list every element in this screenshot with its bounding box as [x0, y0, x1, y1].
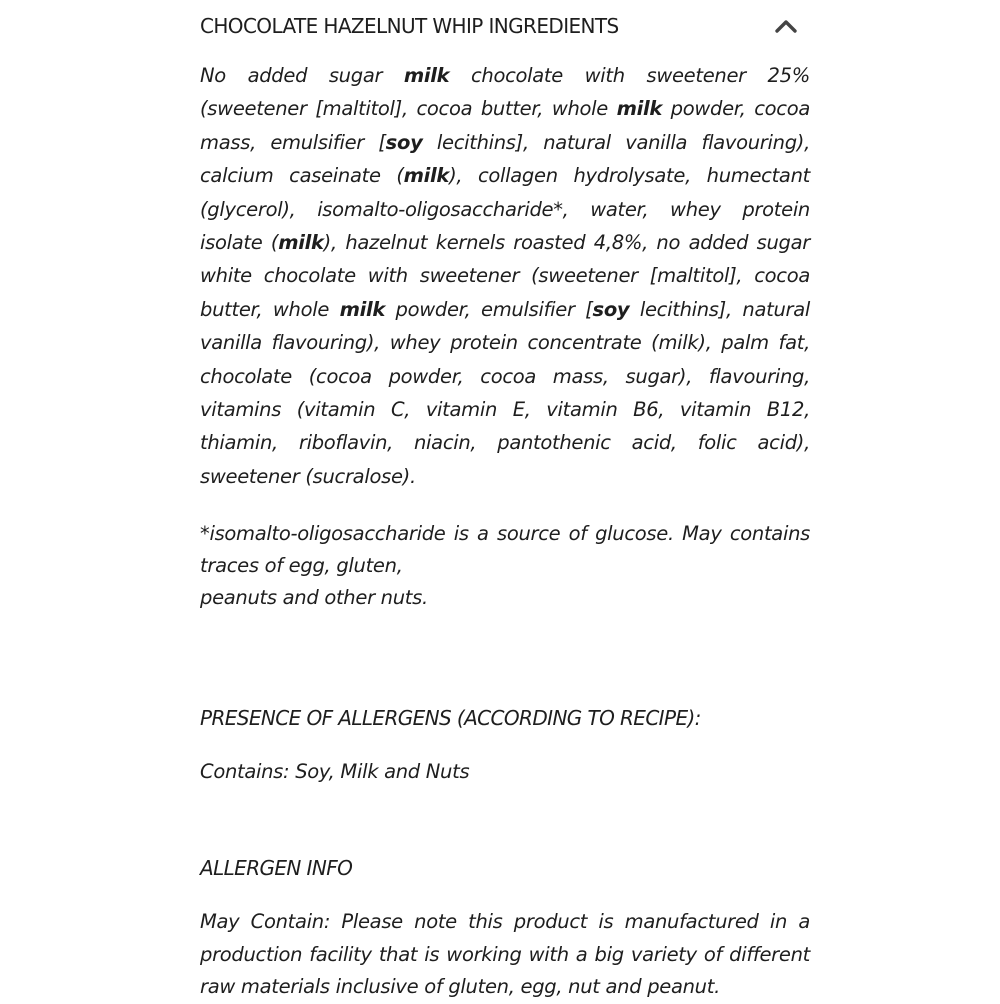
footnote-line: peanuts and other nuts.	[200, 586, 428, 610]
allergens-heading: PRESENCE OF ALLERGENS (ACCORDING TO RECIPE):	[200, 706, 701, 730]
allergen-highlight: milk	[403, 164, 450, 188]
allergen-highlight: soy	[385, 130, 423, 154]
ingredients-accordion-header[interactable]	[200, 0, 810, 52]
ingredient-text: ), hazelnut kernels roasted 4,8%, no added sugar white chocolate with sweetener (sweetener [maltitol], cocoa butter, whole	[200, 231, 810, 321]
ingredient-text: powder, emulsifier [	[385, 297, 593, 321]
ingredients-footnote	[200, 518, 810, 614]
ingredient-text: lecithins], natural vanilla flavouring), whey protein concentrate (milk), palm fat, chocolate (cocoa powder, cocoa mass, sugar), flavouring, vitamins (vitamin C, vitamin E, vitamin B6, vitamin B12, thiamin, riboflavin, niacin, pantothenic acid, folic acid), sweetener (sucralose).	[200, 297, 810, 488]
footnote-line: traces of egg, gluten,	[200, 554, 403, 578]
allergen-highlight: milk	[616, 97, 663, 121]
allergen-highlight: milk	[403, 64, 450, 87]
ingredients-title: CHOCOLATE HAZELNUT WHIP INGREDIENTS	[200, 14, 619, 38]
ingredient-text: ), collagen hydrolysate, humectant (glycerol), isomalto-oligosaccharide*, water, whey protein isolate (	[200, 164, 810, 255]
ingredients-accordion	[200, 0, 810, 614]
ingredient-text: lecithins], natural vanilla flavouring), calcium caseinate (	[200, 130, 810, 188]
chevron-up-icon[interactable]	[772, 12, 800, 40]
allergens-text: Contains: Soy, Milk and Nuts	[200, 760, 470, 783]
allergen-highlight: milk	[278, 231, 324, 255]
ingredient-text: No added sugar	[200, 64, 404, 87]
allergen-highlight: milk	[339, 297, 386, 321]
ingredient-text: chocolate with sweetener 25% (sweetener [maltitol], cocoa butter, whole	[200, 64, 810, 121]
allergen-info-heading: ALLERGEN INFO	[200, 856, 353, 880]
allergen-highlight: soy	[592, 297, 630, 321]
allergen-info-text: May Contain: Please note this product is manufactured in a production facility that is working with a big variety of different raw materials inclusive of gluten, egg, nut and peanut.	[200, 910, 810, 998]
footnote-line: *isomalto-oligosaccharide is a source of glucose. May contains	[200, 522, 810, 546]
ingredient-text: powder, cocoa mass, emulsifier [	[200, 97, 810, 154]
ingredients-text	[200, 59, 810, 493]
